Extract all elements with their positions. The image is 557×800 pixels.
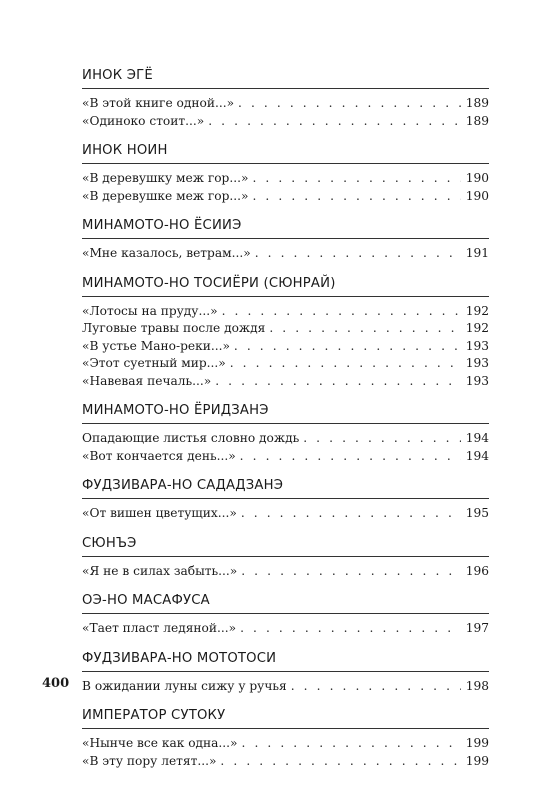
author-heading: ИНОК ЭГЁ <box>82 67 489 89</box>
entry-page: 189 <box>465 113 489 128</box>
entry-title: Опадающие листья словно дождь <box>82 431 300 445</box>
entry-page: 197 <box>465 621 489 635</box>
author-heading: МИНАМОТО-НО ЁСИИЭ <box>82 217 489 239</box>
dot-leader <box>255 245 461 263</box>
author-heading: ИНОК НОИН <box>82 142 489 164</box>
toc-entry[interactable] <box>82 735 489 753</box>
toc-entry[interactable] <box>82 505 489 523</box>
entry-page: 194 <box>465 448 489 463</box>
toc-entry[interactable] <box>82 188 489 206</box>
entry-page: 198 <box>465 678 489 693</box>
dot-leader <box>208 113 461 131</box>
toc-section <box>82 650 489 696</box>
dot-leader <box>238 95 461 113</box>
toc-section <box>82 67 489 130</box>
entry-page: 193 <box>465 356 489 370</box>
author-heading: МИНАМОТО-НО ЁРИДЗАНЭ <box>82 402 489 424</box>
entry-page: 190 <box>465 171 489 185</box>
entry-title: «Мне казалось, ветрам...» <box>82 246 251 260</box>
entry-page: 189 <box>465 96 489 110</box>
author-heading: ФУДЗИВАРА-НО САДАДЗАНЭ <box>82 477 489 499</box>
toc-entry[interactable] <box>82 95 489 113</box>
entry-title: «Этот суетный мир...» <box>82 356 226 370</box>
dot-leader <box>252 170 461 188</box>
dot-leader <box>241 505 461 523</box>
toc-section <box>82 535 489 581</box>
dot-leader <box>222 303 461 321</box>
dot-leader <box>269 320 461 338</box>
entry-page: 194 <box>465 431 489 445</box>
toc-entry[interactable] <box>82 678 489 696</box>
author-heading: МИНАМОТО-НО ТОСИЁРИ (СЮНРАЙ) <box>82 275 489 297</box>
toc-entry[interactable] <box>82 753 489 771</box>
entry-page: 195 <box>465 506 489 520</box>
entry-page: 192 <box>465 321 489 335</box>
entry-title: «Тает пласт ледяной...» <box>82 621 237 635</box>
entry-title: «Одиноко стоит...» <box>82 113 205 128</box>
dot-leader <box>220 753 461 771</box>
table-of-contents <box>82 67 489 782</box>
entry-title: Луговые травы после дождя <box>82 321 266 335</box>
entry-page: 192 <box>465 303 489 318</box>
entry-page: 196 <box>465 563 489 578</box>
entry-page: 191 <box>465 246 489 260</box>
author-heading: ОЭ-НО МАСАФУСА <box>82 592 489 614</box>
page-number: 400 <box>42 676 70 691</box>
dot-leader <box>240 448 461 466</box>
entry-page: 193 <box>465 373 489 388</box>
entry-title: «В деревушку меж гор...» <box>82 171 249 185</box>
entry-title: «В устье Мано-реки...» <box>82 338 230 353</box>
dot-leader <box>215 373 461 391</box>
entry-title: «Навевая печаль...» <box>82 373 212 388</box>
entry-title: «Лотосы на пруду...» <box>82 303 218 318</box>
entry-page: 199 <box>465 736 489 750</box>
author-heading: ФУДЗИВАРА-НО МОТОТОСИ <box>82 650 489 672</box>
toc-entry[interactable] <box>82 320 489 338</box>
dot-leader <box>252 188 461 206</box>
entry-page: 199 <box>465 753 489 768</box>
dot-leader <box>303 430 461 448</box>
toc-entry[interactable] <box>82 448 489 466</box>
dot-leader <box>241 563 461 581</box>
dot-leader <box>242 735 461 753</box>
toc-section <box>82 142 489 205</box>
author-heading: СЮНЪЭ <box>82 535 489 557</box>
toc-entry[interactable] <box>82 373 489 391</box>
entry-title: «От вишен цветущих...» <box>82 506 237 520</box>
dot-leader <box>240 620 461 638</box>
entry-page: 193 <box>465 338 489 353</box>
entry-title: «В деревушке меж гор...» <box>82 188 249 203</box>
dot-leader <box>234 338 461 356</box>
entry-title: «Вот кончается день...» <box>82 448 236 463</box>
toc-section <box>82 592 489 638</box>
toc-entry[interactable] <box>82 620 489 638</box>
toc-section <box>82 402 489 465</box>
toc-entry[interactable] <box>82 430 489 448</box>
dot-leader <box>291 678 461 696</box>
toc-entry[interactable] <box>82 113 489 131</box>
toc-entry[interactable] <box>82 563 489 581</box>
toc-entry[interactable] <box>82 303 489 321</box>
toc-entry[interactable] <box>82 170 489 188</box>
toc-section <box>82 275 489 391</box>
dot-leader <box>230 355 461 373</box>
toc-section <box>82 217 489 263</box>
toc-entry[interactable] <box>82 338 489 356</box>
entry-title: «В эту пору летят...» <box>82 753 217 768</box>
author-heading: ИМПЕРАТОР СУТОКУ <box>82 707 489 729</box>
toc-entry[interactable] <box>82 245 489 263</box>
toc-entry[interactable] <box>82 355 489 373</box>
toc-section <box>82 707 489 770</box>
entry-title: «В этой книге одной...» <box>82 96 235 110</box>
entry-title: «Я не в силах забыть...» <box>82 563 238 578</box>
entry-page: 190 <box>465 188 489 203</box>
entry-title: В ожидании луны сижу у ручья <box>82 678 287 693</box>
toc-section <box>82 477 489 523</box>
entry-title: «Нынче все как одна...» <box>82 736 238 750</box>
